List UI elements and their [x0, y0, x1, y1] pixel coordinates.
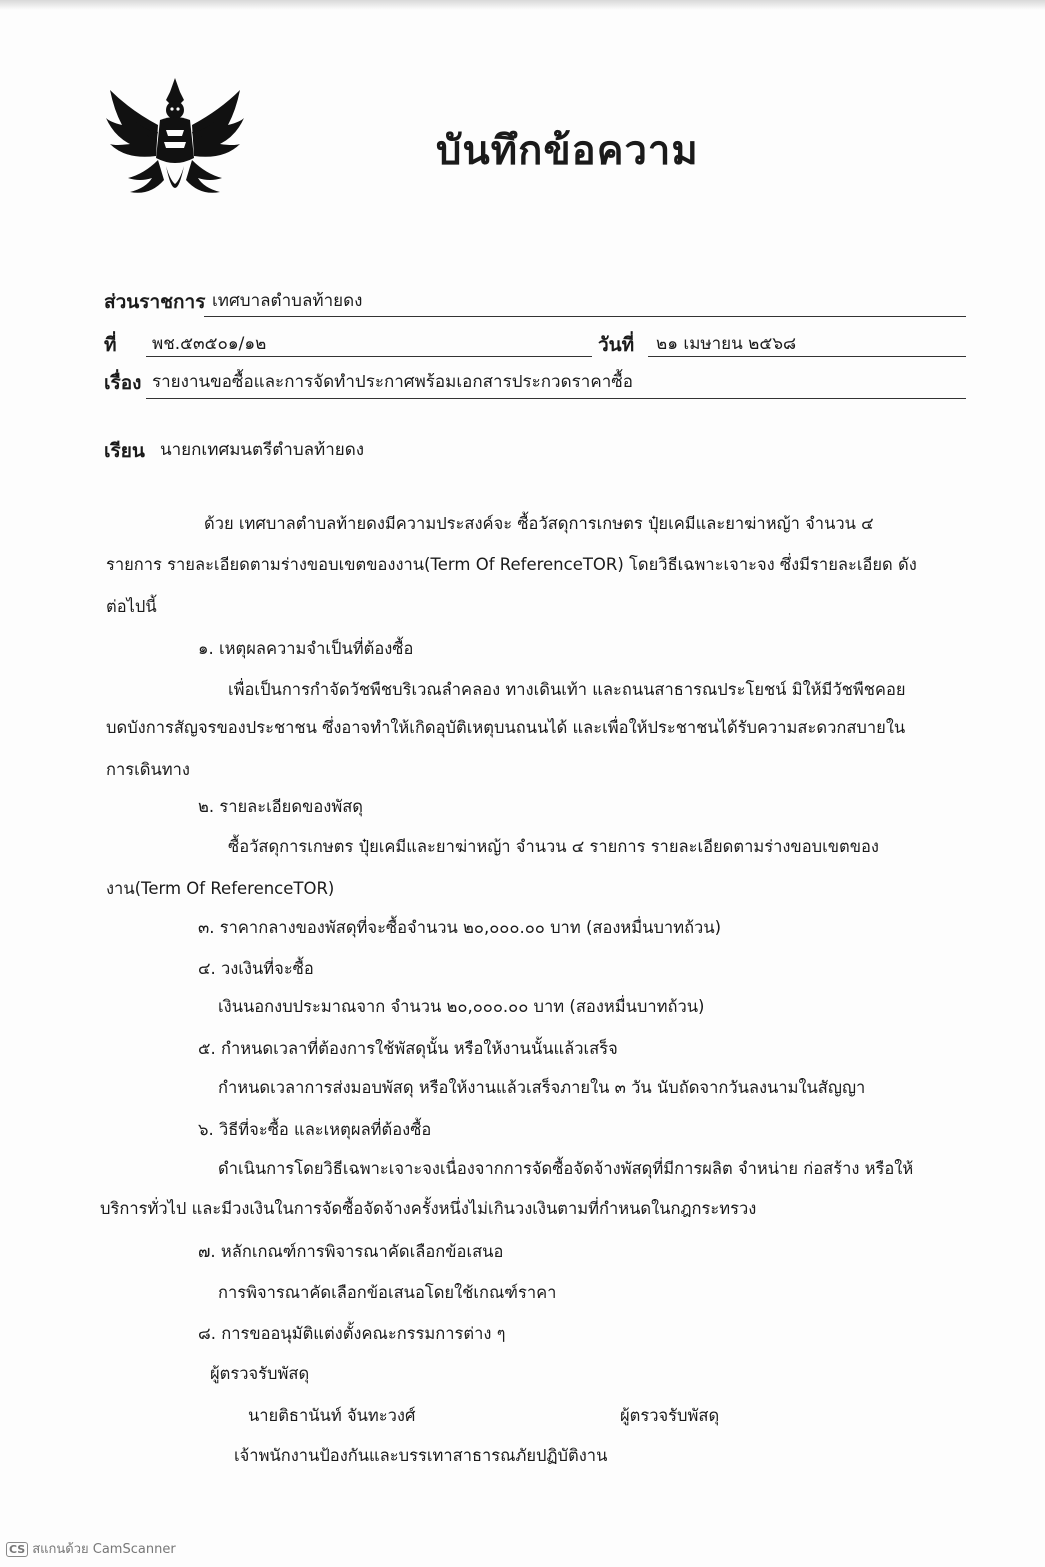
section-line: งาน(Term Of ReferenceTOR) [106, 879, 335, 898]
committee-person: นายติธานันท์ จันทะวงศ์ [248, 1406, 416, 1425]
section-heading: ๘. การขออนุมัติแต่งตั้งคณะกรรมการต่าง ๆ [198, 1324, 506, 1343]
section-line: การเดินทาง [106, 760, 190, 779]
agency-value: เทศบาลตำบลท้ายดง [212, 291, 363, 311]
intro-line: ด้วย เทศบาลตำบลท้ายดงมีความประสงค์จะ ซื้อวัสดุการเกษตร ปุ๋ยเคมีและยาฆ่าหญ้า จำนวน ๔ [204, 514, 874, 533]
agency-underline [204, 316, 966, 317]
section-heading: ๗. หลักเกณฑ์การพิจารณาคัดเลือกข้อเสนอ [198, 1242, 504, 1261]
section-line: ซื้อวัสดุการเกษตร ปุ๋ยเคมีและยาฆ่าหญ้า จำนวน ๔ รายการ รายละเอียดตามร่างขอบเขตของ [228, 837, 879, 856]
section-line: เพื่อเป็นการกำจัดวัชพืชบริเวณลำคลอง ทางเดินเท้า และถนนสาธารณประโยชน์ มิให้มีวัชพืชคอย [228, 680, 906, 699]
section-line: กำหนดเวลาการส่งมอบพัสดุ หรือให้งานแล้วเสร็จภายใน ๓ วัน นับถัดจากวันลงนามในสัญญา [218, 1078, 866, 1097]
subject-value: รายงานขอซื้อและการจัดทำประกาศพร้อมเอกสารประกวดราคาซื้อ [152, 372, 633, 392]
committee-role: ผู้ตรวจรับพัสดุ [620, 1406, 720, 1425]
section-heading: ๒. รายละเอียดของพัสดุ [198, 797, 363, 816]
camscanner-badge: CS [6, 1542, 28, 1557]
section-line: บริการทั่วไป และมีวงเงินในการจัดซื้อจัดจ้างครั้งหนึ่งไม่เกินวงเงินตามที่กำหนดในกฎกระทรวง [100, 1199, 757, 1218]
subject-underline [146, 398, 966, 399]
section-heading: ๓. ราคากลางของพัสดุที่จะซื้อจำนวน ๒๐,๐๐๐.๐๐ บาท (สองหมื่นบาทถ้วน) [198, 918, 722, 937]
section-heading: ๖. วิธีที่จะซื้อ และเหตุผลที่ต้องซื้อ [198, 1120, 432, 1139]
section-line: การพิจารณาคัดเลือกข้อเสนอโดยใช้เกณฑ์ราคา [218, 1283, 557, 1302]
ref-underline [146, 356, 592, 357]
scan-edge [0, 0, 1045, 10]
camscanner-text: สแกนด้วย CamScanner [32, 1542, 176, 1557]
subject-label: เรื่อง [104, 372, 142, 394]
section-line: เงินนอกงบประมาณจาก จำนวน ๒๐,๐๐๐.๐๐ บาท (สองหมื่นบาทถ้วน) [218, 997, 705, 1016]
date-label: วันที่ [598, 334, 635, 356]
ref-value: พช.๕๓๕๐๑/๑๒ [152, 334, 267, 354]
section-line: บดบังการสัญจรของประชาชน ซึ่งอาจทำให้เกิดอุบัติเหตุบนถนนได้ และเพื่อให้ประชาชนได้รับความสะดวกสบายใน [106, 718, 906, 737]
committee-position: เจ้าพนักงานป้องกันและบรรเทาสาธารณภัยปฏิบัติงาน [234, 1446, 608, 1465]
to-value: นายกเทศมนตรีตำบลท้ายดง [160, 440, 365, 460]
intro-line: ต่อไปนี้ [106, 597, 157, 616]
date-value: ๒๑ เมษายน ๒๕๖๘ [656, 334, 797, 354]
memo-title: บันทึกข้อความ [436, 128, 699, 174]
section-heading: ๔. วงเงินที่จะซื้อ [198, 959, 314, 978]
agency-label: ส่วนราชการ [104, 291, 206, 313]
section-heading: ๑. เหตุผลความจำเป็นที่ต้องซื้อ [198, 639, 414, 658]
intro-line: รายการ รายละเอียดตามร่างขอบเขตของงาน(Term Of ReferenceTOR) โดยวิธีเฉพาะเจาะจง ซึ่งมีรายละเอียด ดัง [106, 555, 917, 574]
ref-label: ที่ [104, 334, 117, 356]
date-underline [648, 356, 966, 357]
camscanner-watermark [6, 1538, 176, 1559]
section-heading: ๕. กำหนดเวลาที่ต้องการใช้พัสดุนั้น หรือให้งานนั้นแล้วเสร็จ [198, 1039, 618, 1058]
section-line: ดำเนินการโดยวิธีเฉพาะเจาะจงเนื่องจากการจัดซื้อจัดจ้างพัสดุที่มีการผลิต จำหน่าย ก่อสร้าง หรือให้ [218, 1159, 914, 1178]
garuda-emblem-icon [100, 70, 250, 220]
committee-subheading: ผู้ตรวจรับพัสดุ [210, 1364, 310, 1383]
to-label: เรียน [104, 440, 145, 462]
